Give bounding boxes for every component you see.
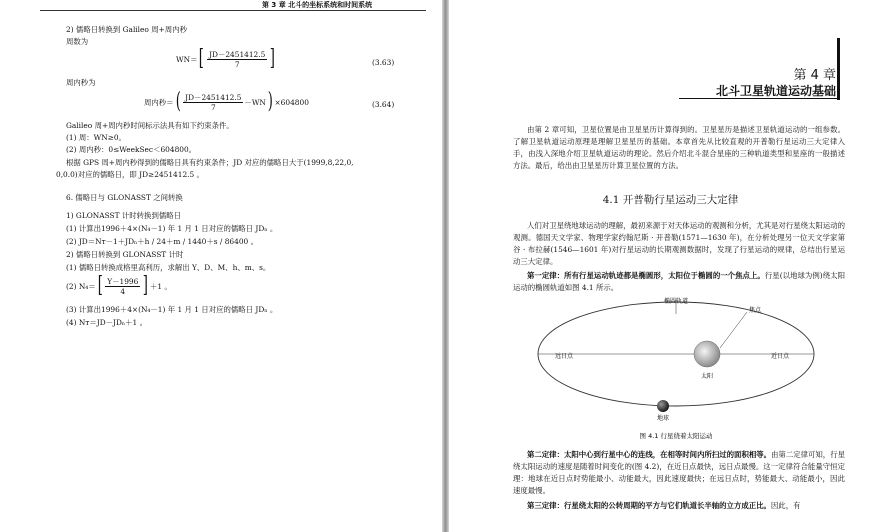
- law-3-text: 因此，有: [770, 501, 801, 510]
- subsection-heading: 6. 儒略日与 GLONASST 之间转换: [66, 193, 183, 202]
- law-2-paragraph: [513, 449, 845, 497]
- text-line: (4) Nᴛ＝JD－JDₙ＋1 。: [66, 318, 147, 327]
- equation-number: (3.64): [372, 100, 395, 109]
- text-line: (1) 周：WN≥0。: [66, 133, 126, 142]
- text-line: (2) JD＝Nᴛ－1＋JDₙ＋h / 24＋m / 1440＋s / 86400 。: [66, 237, 258, 246]
- orbit-figure: [449, 296, 892, 446]
- equation-n4: (2) N₄＝ [ $\frac{Y-1996}{4}$ ] ＋1 。: [66, 273, 172, 298]
- perihelion-label: 近日点: [771, 353, 790, 360]
- earth-label: 地球: [656, 415, 670, 422]
- text-line: 1) GLONASST 计时转换到儒略日: [66, 211, 182, 220]
- orbit-label: 椭圆轨道: [663, 298, 689, 305]
- text-line: 2) 儒略日转换到 Galileo 周+周内秒: [66, 25, 187, 34]
- text-line: (1) 计算出1996＋4×(N₄－1) 年 1 月 1 日对应的儒略日 JDₙ 。: [66, 224, 278, 233]
- eq-tail: ＋1 。: [149, 281, 172, 291]
- eq-tail: ×604800: [274, 97, 309, 107]
- chapter-title: 北斗卫星轨道运动基础: [715, 84, 836, 98]
- eq-numerator: Y－1996: [107, 276, 139, 286]
- law-3-statement: 第三定律：行星绕太阳的公转周期的平方与它们轨道长半轴的立方成正比。: [527, 501, 771, 510]
- eq-lhs: 周内秒＝: [144, 97, 174, 107]
- eq-numerator: JD－2451412.5: [209, 49, 266, 59]
- text-line: 2) 儒略日转换到 GLONASST 计时: [66, 250, 184, 259]
- text-line: (2) 周内秒：0≤WeekSec＜604800。: [66, 145, 197, 154]
- equation-number: (3.63): [372, 58, 395, 67]
- text-line: Galileo 周+周内秒时间标示法具有如下约束条件。: [66, 121, 234, 130]
- text-line: (1) 儒略日转换成格里高利历，求解出 Y、D、M、h、m、s。: [66, 263, 271, 272]
- right-page: [449, 0, 892, 532]
- chapter-rule: [679, 98, 837, 99]
- aphelion-label: 远日点: [555, 353, 574, 360]
- chapter-number: 第 4 章: [793, 68, 836, 83]
- header-rule: [40, 10, 426, 11]
- focus-label: 焦点: [749, 307, 762, 314]
- running-header: 第 3 章 北斗的坐标系统和时间系统: [262, 1, 373, 9]
- text-line: 周内秒为: [66, 78, 96, 87]
- section-title: 4.1 开普勒行星运动三大定律: [602, 194, 739, 206]
- book-gutter: [442, 0, 449, 532]
- text-line: 0,0.0)对应的儒略日，即 JD≥2451412.5 。: [56, 170, 204, 179]
- earth-icon: [657, 400, 669, 412]
- eq-lhs: (2) N₄＝: [66, 281, 96, 291]
- text-line: (3) 计算出1996＋4×(N₄－1) 年 1 月 1 日对应的儒略日 JDₙ 。: [66, 305, 278, 314]
- left-page: [0, 0, 442, 532]
- law-2-text: 由第二定律可知，行星绕太阳运动的速度是随着时间变化的(图 4.2)，在近日点最快，远日点最慢。这一定律符合能量守恒定理：地球在近日点时势能最小、动能最大，因此速度最快；在远日点时，势能最大、动能最小，因此速度最慢。: [513, 450, 845, 495]
- focus-leader: [720, 312, 747, 348]
- equation-3-63: WN＝ [ $\frac{JD-2451412.5}{7}$ ]: [176, 46, 276, 71]
- eq-numerator: JD－2451412.5: [185, 92, 242, 102]
- intro-paragraph: 由第 2 章可知，卫星位置是由卫星星历计算得到的。卫星星历是描述卫星轨道运动的一组参数。了解卫星轨道运动原理是理解卫星星历的基础。本章首先从比较直观的开普勒行星运动三大定律入手，由浅入深地介绍卫星轨道运动的理论。然后介绍北斗混合星座的三种轨道类型和星座的一般描述方法。最后，给出由卫星星历计算卫星位置的方法。: [513, 125, 845, 170]
- equation-3-64: 周内秒＝ ( $\frac{JD-2451412.5}{7}$ －WN ) ×604800: [144, 89, 309, 114]
- law-2-statement: 第二定律：太阳中心到行星中心的连线，在相等时间内所扫过的面积相等。: [527, 450, 772, 459]
- eq-denominator: 4: [120, 286, 126, 296]
- paragraph: 人们对卫星绕地球运动的理解，最初来源于对天体运动的观测和分析，尤其是对行星绕太阳运动的观测。德国天文学家、物理学家约翰尼斯 · 开普勒(1571—1630 年)，在分析处理另一位天文学家第谷 · 布拉赫(1546—1601 年)对行星运动的长期观测数据时，发现了行星运动的规律，总结出行星运动三大定律。: [513, 221, 845, 266]
- sun-label: 太阳: [700, 373, 714, 380]
- law-1-paragraph: [513, 270, 845, 294]
- text-line: 周数为: [66, 37, 89, 46]
- sun-icon: [694, 341, 720, 367]
- eq-denominator: 7: [210, 102, 216, 112]
- eq-term: －WN: [244, 97, 266, 107]
- law-3-paragraph: [513, 500, 845, 512]
- eq-lhs: WN＝: [176, 54, 198, 64]
- figure-caption: 图 4.1 行星绕着太阳运动: [639, 432, 713, 440]
- text-line: 根据 GPS 周+周内秒得到的儒略日具有约束条件；JD 对应的儒略日大于(1999,8,22,0,: [66, 158, 354, 167]
- eq-denominator: 7: [234, 59, 240, 69]
- law-1-text: 行星(以地球为例)绕太阳运动的椭圆轨道如图 4.1 所示。: [513, 271, 845, 292]
- law-1-statement: 第一定律：所有行星运动轨迹都是椭圆形，太阳位于椭圆的一个焦点上。: [527, 271, 765, 280]
- chapter-bar: [837, 38, 840, 100]
